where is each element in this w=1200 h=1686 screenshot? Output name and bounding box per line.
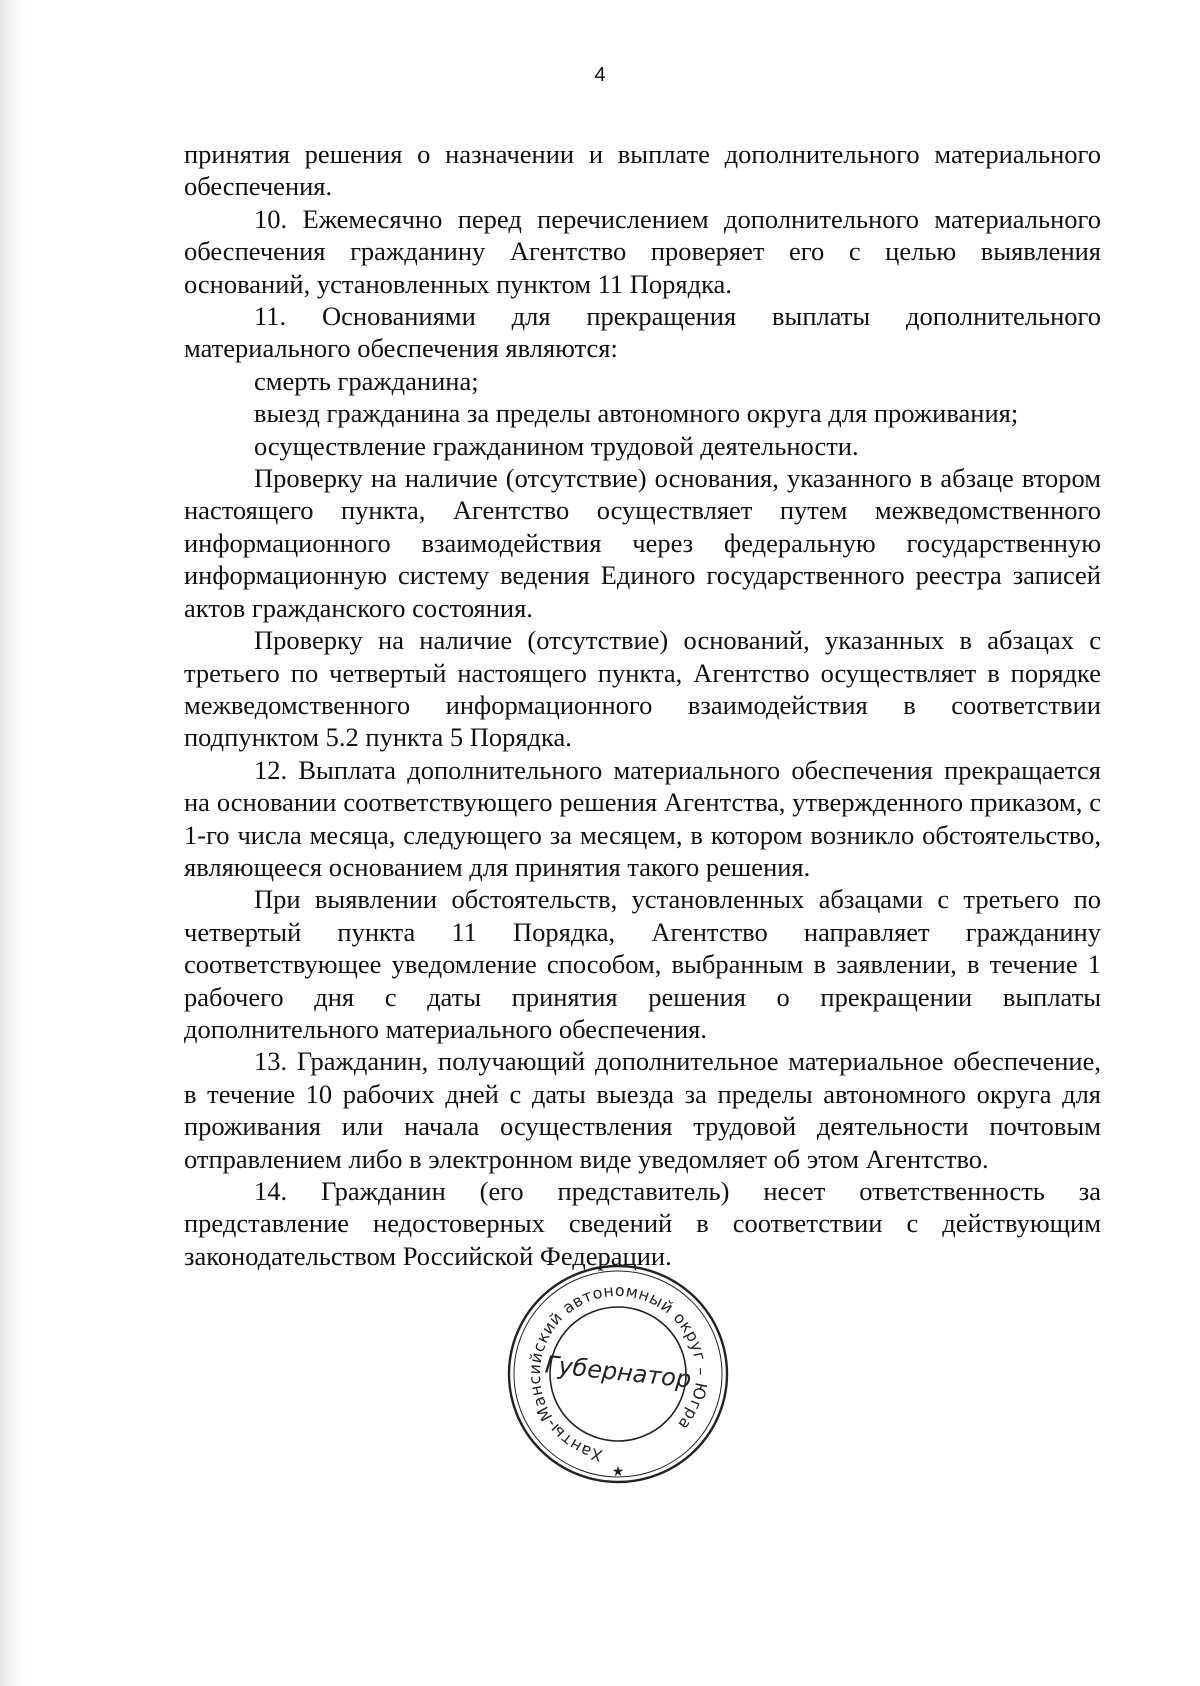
page-number: 4 — [594, 64, 606, 86]
seal-star-icon: ★ — [611, 1464, 625, 1480]
paragraph-item-12: 12. Выплата дополнительного материального обеспечения прекращается на основании соответствующего решения Агентства, утвержденного приказом, с 1-го числа месяца, следующего за месяцем, в котором возникло обстоятельство, являющееся основанием для принятия такого решения. — [184, 754, 1101, 882]
paragraph-item-10: 10. Ежемесячно перед перечислением дополнительного материального обеспечения гражданину Агентство проверяет его с целью выявления оснований, установленных пунктом 11 Порядка. — [184, 203, 1101, 299]
paragraph-continuation: принятия решения о назначении и выплате дополнительного материального обеспечения. — [184, 139, 1101, 202]
scan-left-edge — [0, 0, 26, 1686]
seal-ring-text: Ханты-Мансийский автономный округ – Югра — [524, 1280, 712, 1466]
paragraph-check-death: Проверку на наличие (отсутствие) основания, указанного в абзаце втором настоящего пункта, Агентство осуществляет путем межведомственного информационного взаимодействия через федеральную государственную информационную систему ведения Единого государственного реестра записей актов гражданского состояния. — [184, 463, 1101, 623]
list-item-death: смерть гражданина; — [254, 365, 479, 396]
document-body — [184, 138, 1101, 1272]
seal-graphic — [505, 1262, 731, 1486]
seal-center-text: Губернатор — [543, 1350, 693, 1394]
list-item-employment: осуществление гражданином трудовой деятельности. — [254, 430, 859, 461]
official-seal — [505, 1262, 731, 1486]
paragraph-item-14: 14. Гражданин (его представитель) несет ответственность за представление недостоверных сведений в соответствии с действующим законодательством Российской Федерации. — [184, 1176, 1101, 1271]
paragraph-item-13: 13. Гражданин, получающий дополнительное материальное обеспечение, в течение 10 рабочих дней с даты выезда за пределы автономного округа для проживания или начала осуществления трудовой деятельности почтовым отправлением либо в электронном виде уведомляет об этом Агентство. — [184, 1046, 1101, 1174]
list-item-departure: выезд гражданина за пределы автономного округа для проживания; — [254, 398, 1019, 429]
paragraph-notification: При выявлении обстоятельств, установленных абзацами с третьего по четвертый пункта 11 Порядка, Агентство направляет гражданину соответствующее уведомление способом, выбранным в заявлении, в течение 1 рабочего дня с даты принятия решения о прекращении выплаты дополнительного материального обеспечения. — [184, 884, 1101, 1044]
paragraph-check-other: Проверку на наличие (отсутствие) оснований, указанных в абзацах с третьего по четвертый настоящего пункта, Агентство осуществляет в порядке межведомственного информационного взаимодействия в соответствии подпунктом 5.2 пункта 5 Порядка. — [184, 625, 1101, 753]
paragraph-item-11: 11. Основаниями для прекращения выплаты дополнительного материального обеспечения являются: — [184, 301, 1101, 364]
